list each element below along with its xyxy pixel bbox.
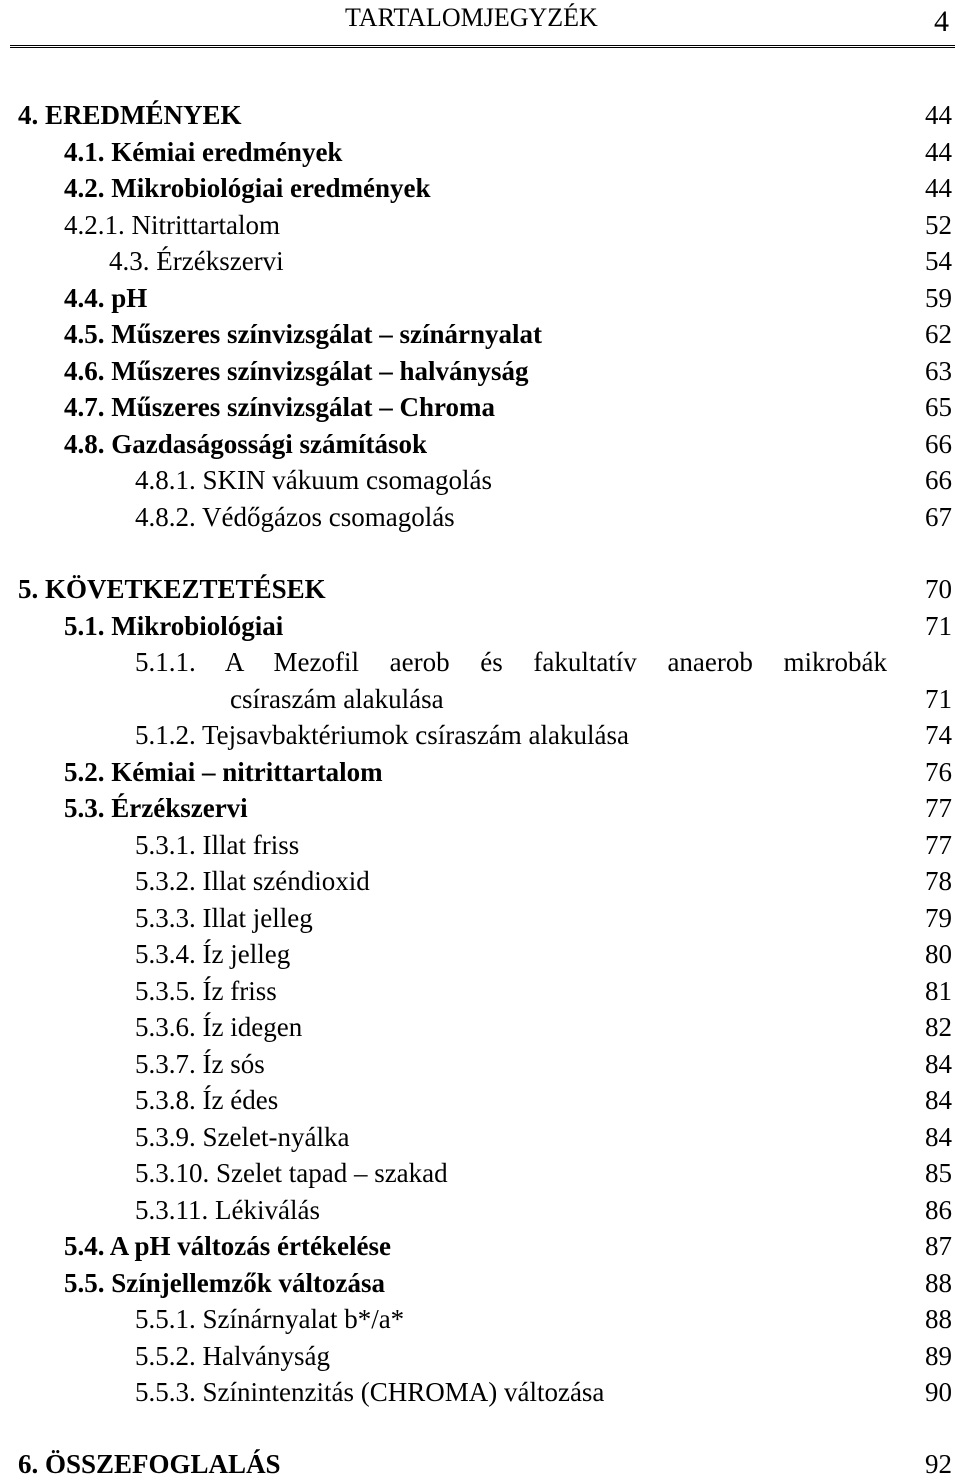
toc-entry-page: 44 [925,100,952,130]
toc-entry-5-4[interactable] [0,1228,960,1264]
toc-entry-label: 5.3.1. Illat friss [135,830,300,860]
toc-entry-page: 77 [925,830,952,860]
toc-entry-4-5[interactable] [0,316,960,352]
toc-entry-label: 4.3. Érzékszervi [109,246,284,276]
toc-entry-5-3-4[interactable] [0,936,960,972]
toc-entry-label: 4.6. Műszeres színvizsgálat – halványság [64,356,529,386]
toc-entry-page: 84 [925,1049,952,1079]
toc-entry-label: 5.5.2. Halványság [135,1341,330,1371]
toc-entry-label: 4.8. Gazdaságossági számítások [64,429,428,459]
toc-entry-5-3-2[interactable] [0,863,960,899]
toc-entry-page: 71 [925,611,952,641]
toc-entry-label: 5.1.2. Tejsavbaktériumok csíraszám alakulása [135,720,629,750]
toc-entry-label: 5.3.9. Szelet-nyálka [135,1122,350,1152]
toc-entry-4-4[interactable] [0,280,960,316]
toc-entry-page: 85 [925,1158,952,1188]
toc-entry-label: 5. KÖVETKEZTETÉSEK [18,574,326,604]
toc-entry-page: 71 [925,684,952,714]
toc-entry-label: 5.5.3. Színintenzitás (CHROMA) változása [135,1377,605,1407]
toc-entry-page: 78 [925,866,952,896]
toc-entry-page: 59 [925,283,952,313]
toc-entry-label: 4.5. Műszeres színvizsgálat – színárnyalat [64,319,542,349]
toc-entry-page: 63 [925,356,952,386]
toc-entry-5-5[interactable] [0,1265,960,1301]
toc-entry-page: 80 [925,939,952,969]
toc-entry-page: 66 [925,429,952,459]
toc-entry-label: 5.3.7. Íz sós [135,1049,265,1079]
toc-entry-5-3-3[interactable] [0,900,960,936]
toc-entry-4-8[interactable] [0,426,960,462]
toc-entry-page: 79 [925,903,952,933]
toc-entry-page: 81 [925,976,952,1006]
toc-chapter-4[interactable] [0,97,960,133]
toc-entry-page: 54 [925,246,952,276]
toc-entry-label-continuation: csíraszám alakulása [230,684,444,714]
toc-entry-label: 5.3.10. Szelet tapad – szakad [135,1158,448,1188]
toc-entry-label: 5.3.6. Íz idegen [135,1012,303,1042]
toc-entry-page: 82 [925,1012,952,1042]
toc-entry-5-3-9[interactable] [0,1119,960,1155]
toc-entry-label: 5.2. Kémiai – nitrittartalom [64,757,383,787]
toc-entry-page: 77 [925,793,952,823]
toc-entry-page: 88 [925,1268,952,1298]
toc-entry-page: 84 [925,1122,952,1152]
page-title: TARTALOMJEGYZÉK [345,3,598,32]
toc-chapter-6[interactable] [0,1446,960,1482]
toc-entry-5-3[interactable] [0,790,960,826]
toc-entry-5-1-1-cont[interactable] [0,681,960,717]
toc-entry-4-8-1[interactable] [0,462,960,498]
toc-entry-page: 86 [925,1195,952,1225]
toc-entry-label: 5.3.4. Íz jelleg [135,939,291,969]
toc-entry-4-2[interactable] [0,170,960,206]
toc-entry-label: 4.1. Kémiai eredmények [64,137,343,167]
toc-entry-5-3-6[interactable] [0,1009,960,1045]
toc-entry-page: 70 [925,574,952,604]
toc-entry-label: 5.3.2. Illat széndioxid [135,866,370,896]
toc-entry-label: 4.4. pH [64,283,148,313]
toc-entry-5-3-7[interactable] [0,1046,960,1082]
toc-entry-5-3-1[interactable] [0,827,960,863]
toc-entry-label: 4. EREDMÉNYEK [18,100,242,130]
toc-entry-page: 62 [925,319,952,349]
toc-entry-4-7[interactable] [0,389,960,425]
toc-entry-5-3-5[interactable] [0,973,960,1009]
page-number: 4 [934,5,949,38]
toc-entry-label: 5.3.5. Íz friss [135,976,277,1006]
toc-entry-page: 76 [925,757,952,787]
toc-entry-5-5-1[interactable] [0,1301,960,1337]
toc-entry-label: 5.3.11. Lékiválás [135,1195,320,1225]
toc-entry-page: 65 [925,392,952,422]
toc-entry-4-1[interactable] [0,134,960,170]
toc-entry-label: 5.3.8. Íz édes [135,1085,279,1115]
toc-entry-label: 4.2. Mikrobiológiai eredmények [64,173,431,203]
toc-entry-5-5-3[interactable] [0,1374,960,1410]
toc-entry-5-2[interactable] [0,754,960,790]
toc-entry-page: 92 [925,1449,952,1479]
toc-entry-label: 5.5. Színjellemzők változása [64,1268,385,1298]
toc-entry-4-2-1[interactable] [0,207,960,243]
toc-entry-4-3[interactable] [0,243,960,279]
toc-entry-page: 67 [925,502,952,532]
toc-entry-page: 52 [925,210,952,240]
toc-entry-5-5-2[interactable] [0,1338,960,1374]
toc-entry-5-1[interactable] [0,608,960,644]
toc-entry-4-8-2[interactable] [0,499,960,535]
toc-entry-label: 5.1. Mikrobiológiai [64,611,284,641]
toc-entry-page: 84 [925,1085,952,1115]
toc-entry-label: 5.5.1. Színárnyalat b*/a* [135,1304,405,1334]
toc-entry-page: 44 [925,173,952,203]
toc-entry-label: 5.1.1. A Mezofil aerob és fakultatív anaerob mikrobák [135,647,887,677]
toc-entry-page: 66 [925,465,952,495]
toc-chapter-5[interactable] [0,571,960,607]
toc-entry-label: 4.7. Műszeres színvizsgálat – Chroma [64,392,495,422]
toc-entry-page: 74 [925,720,952,750]
toc-entry-label: 5.3. Érzékszervi [64,793,248,823]
toc-entry-label: 4.8.1. SKIN vákuum csomagolás [135,465,492,495]
toc-entry-label: 5.4. A pH változás értékelése [64,1231,391,1261]
toc-entry-label: 6. ÖSSZEFOGLALÁS [18,1449,281,1479]
toc-entry-label: 5.3.3. Illat jelleg [135,903,313,933]
toc-entry-4-6[interactable] [0,353,960,389]
toc-entry-page: 44 [925,137,952,167]
toc-entry-label: 4.8.2. Védőgázos csomagolás [135,502,455,532]
toc-entry-page: 88 [925,1304,952,1334]
toc-entry-page: 89 [925,1341,952,1371]
toc-entry-5-3-10[interactable] [0,1155,960,1191]
toc-entry-label: 4.2.1. Nitrittartalom [64,210,280,240]
toc-entry-5-3-8[interactable] [0,1082,960,1118]
toc-entry-5-1-2[interactable] [0,717,960,753]
toc-entry-page: 87 [925,1231,952,1261]
toc-entry-page: 90 [925,1377,952,1407]
toc-entry-5-1-1[interactable] [0,644,960,680]
toc-entry-5-3-11[interactable] [0,1192,960,1228]
